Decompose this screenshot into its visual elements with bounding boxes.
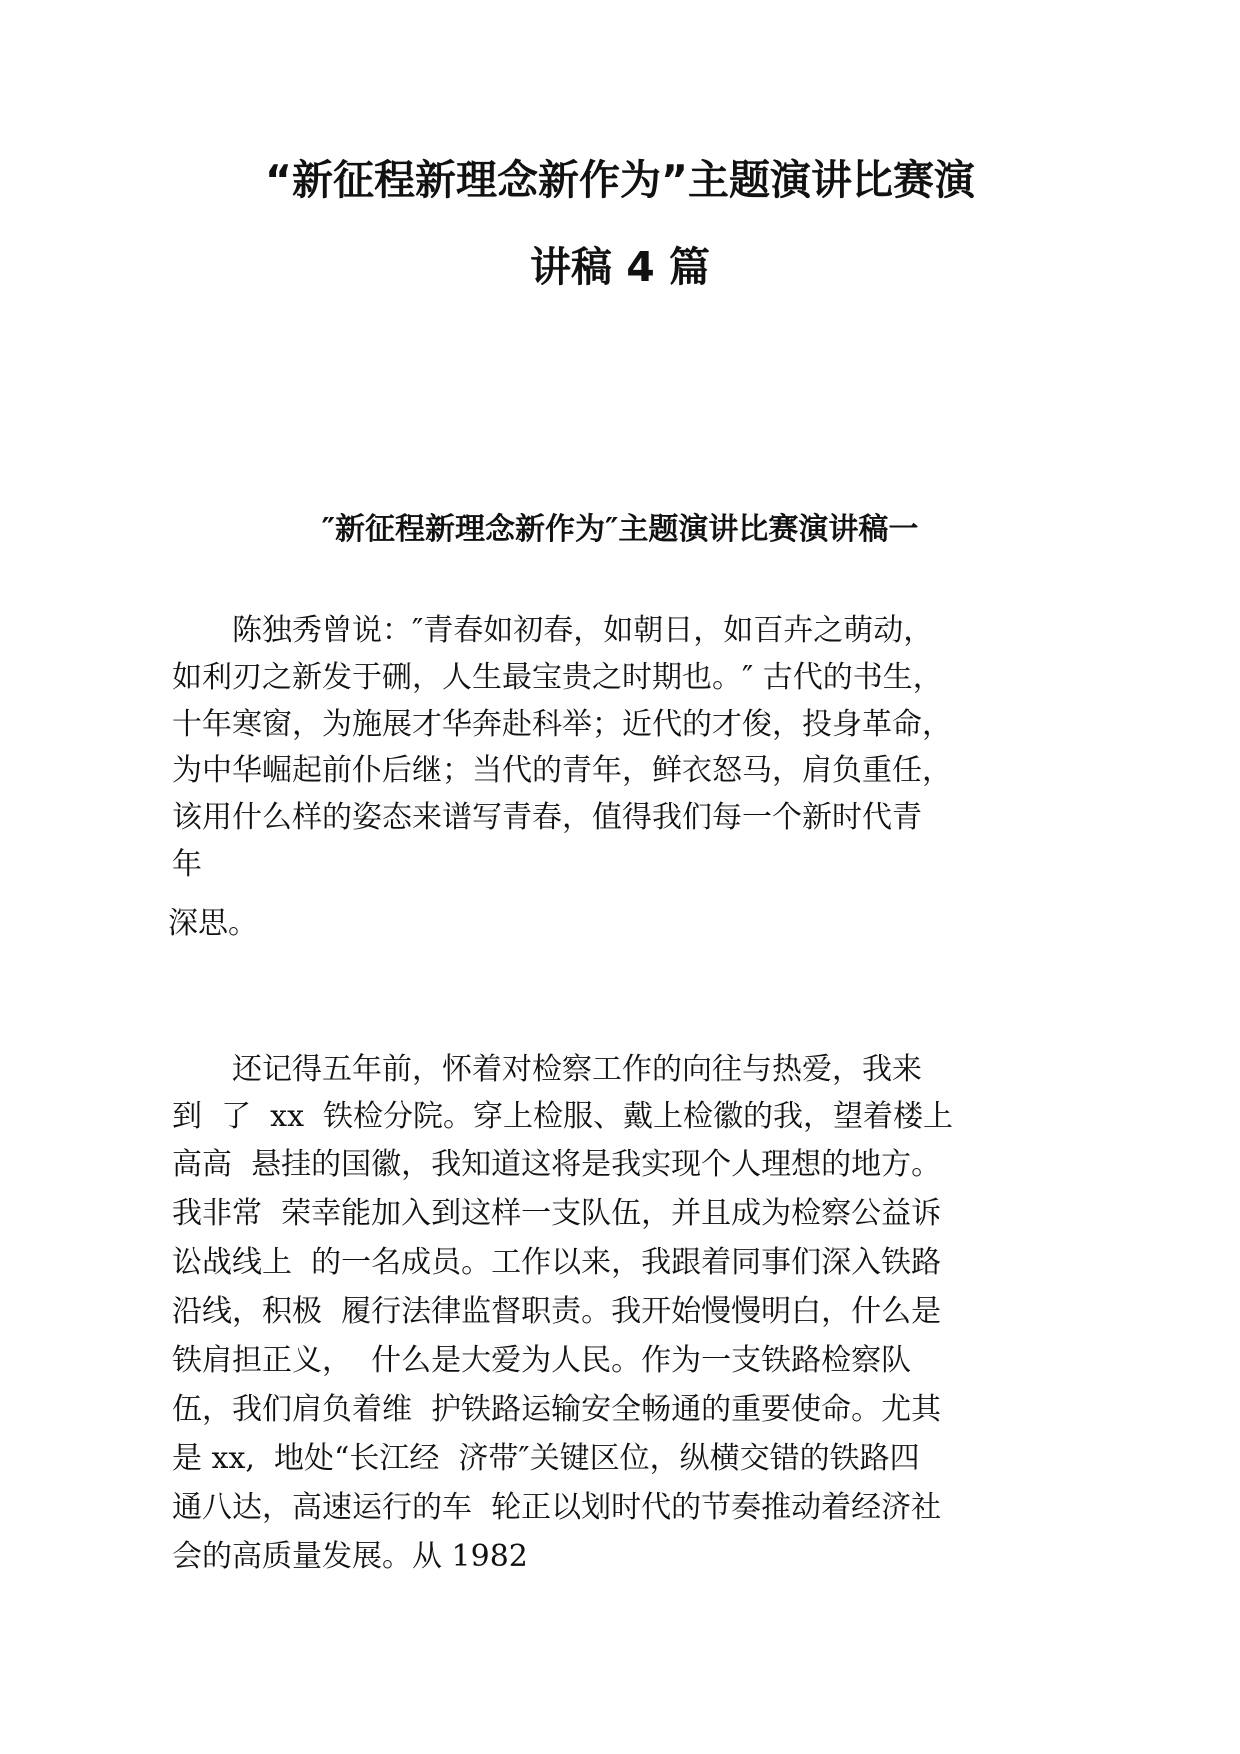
paragraph-1-line: 十年寒窗，为施展才华奔赴科举；近代的才俊，投身革命， <box>172 707 952 742</box>
paragraph-2-line: 铁肩担正义， 什么是大爱为人民。作为一支铁路检察队 <box>172 1343 912 1378</box>
paragraph-2-line: 高高 悬挂的国徽，我知道这将是我实现个人理想的地方。 <box>172 1147 942 1182</box>
section-heading: ″新征程新理念新作为″主题演讲比赛演讲稿一 <box>321 512 919 547</box>
paragraph-2-line: 伍，我们肩负着维 护铁路运输安全畅通的重要使命。尤其 <box>172 1392 942 1427</box>
document-title-line-2: 讲稿 4 篇 <box>529 243 711 291</box>
paragraph-1-tail: 深思。 <box>168 906 258 941</box>
document-title-line-1: “新征程新理念新作为”主题演讲比赛演 <box>265 156 975 204</box>
paragraph-1-line: 为中华崛起前仆后继；当代的青年，鲜衣怒马，肩负重任， <box>172 753 952 788</box>
paragraph-2-line: 到 了 xx 铁检分院。穿上检服、戴上检徽的我，望着楼上 <box>172 1099 954 1134</box>
paragraph-2-line: 是 xx, 地处“长江经 济带″关键区位，纵横交错的铁路四 <box>172 1441 920 1476</box>
paragraph-1-line: 年 <box>172 847 202 882</box>
paragraph-1-line: 陈独秀曾说：″青春如初春，如朝日，如百卉之萌动， <box>232 613 934 648</box>
paragraph-2-line: 沿线，积极 履行法律监督职责。我开始慢慢明白，什么是 <box>172 1294 942 1329</box>
paragraph-1-line: 如利刃之新发于硎，人生最宝贵之时期也。″ 古代的书生， <box>172 660 943 695</box>
paragraph-2-line: 讼战线上 的一名成员。工作以来，我跟着同事们深入铁路 <box>172 1245 942 1280</box>
paragraph-1-line: 该用什么样的姿态来谱写青春，值得我们每一个新时代青 <box>172 800 922 835</box>
paragraph-2-line: 通八达，高速运行的车 轮正以划时代的节奏推动着经济社 <box>172 1490 942 1525</box>
paragraph-2-line: 还记得五年前，怀着对检察工作的向往与热爱，我来 <box>232 1052 922 1087</box>
paragraph-2-line: 我非常 荣幸能加入到这样一支队伍，并且成为检察公益诉 <box>172 1196 942 1231</box>
paragraph-2-line: 会的高质量发展。从 1982 <box>172 1539 528 1574</box>
